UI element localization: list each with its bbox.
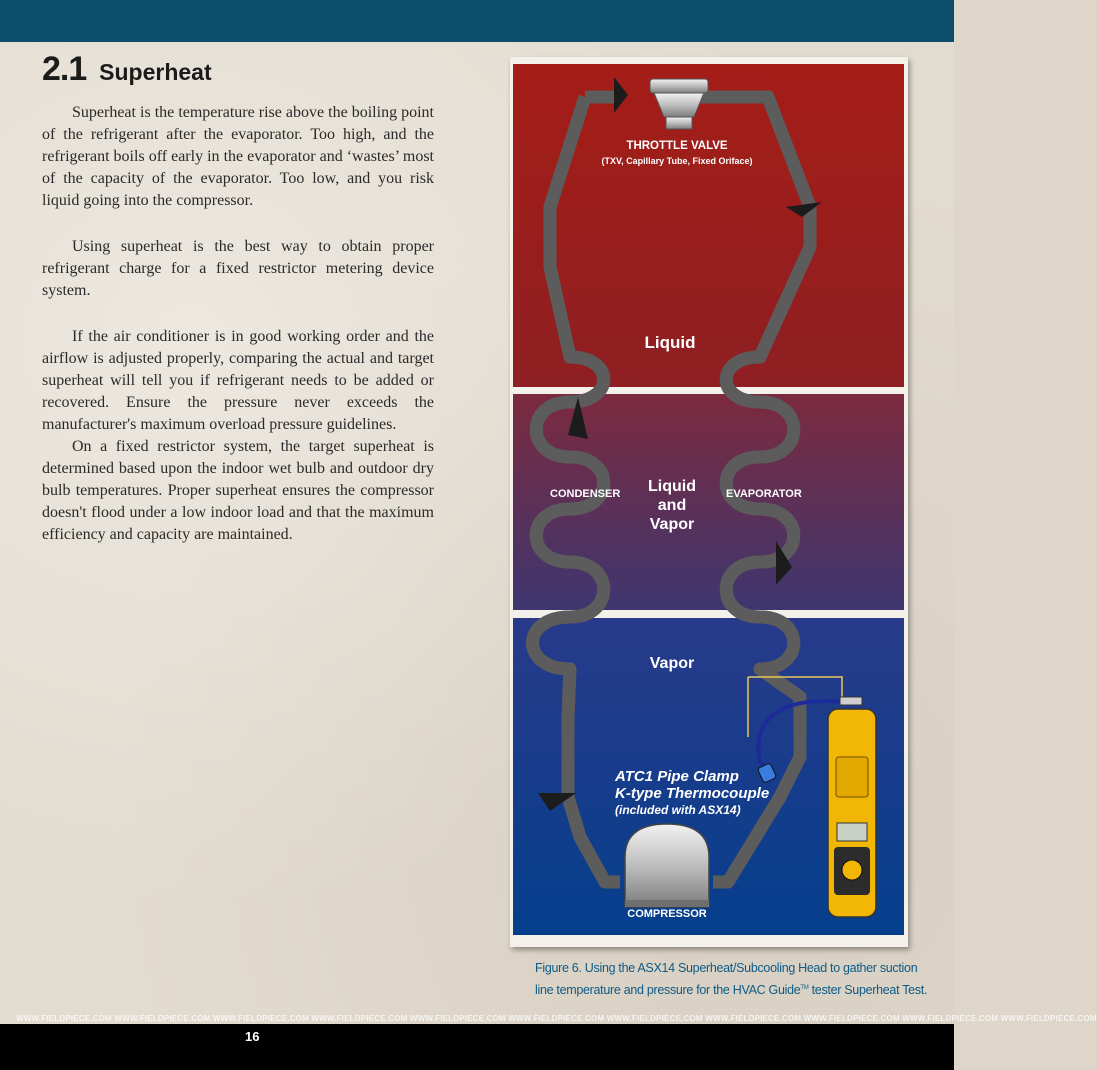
liquid-vapor-label-line3: Vapor bbox=[649, 516, 695, 533]
paragraph: On a fixed restrictor system, the target superheat is determined based upon the indoor wet bulb and outdoor dry bulb temperatures. Proper superheat ensures the compressor doesn't flood under a low indoor load and that the maximum efficiency and capacity are maintained. bbox=[42, 438, 434, 543]
liquid-vapor-label-line1: Liquid bbox=[648, 478, 696, 495]
vapor-label: Vapor bbox=[649, 655, 695, 672]
evaporator-label: EVAPORATOR bbox=[726, 488, 802, 500]
header-bar bbox=[0, 0, 954, 42]
caption-text: Figure 6. Using the ASX14 Superheat/Subcooling Head to gather suction line temperature and pressure for the HVAC Guide bbox=[535, 961, 918, 998]
trademark-mark: TM bbox=[800, 985, 809, 991]
refrigeration-cycle-diagram bbox=[510, 57, 908, 947]
hvac-guide-meter-icon bbox=[828, 709, 876, 917]
page-number: 16 bbox=[245, 1029, 260, 1044]
footer-bar bbox=[0, 1024, 954, 1070]
compressor-label: COMPRESSOR bbox=[627, 908, 707, 920]
refrigeration-cycle-figure bbox=[510, 57, 908, 947]
website-watermark: WWW.FIELDPIECE.COM WWW.FIELDPIECE.COM WWW.FIELDPIECE.COM WWW.FIELDPIECE.COM WWW.FIELDPIECE.COM WWW.FIELDPIECE.COM WWW.FIELDPIECE.COM WWW.FIELDPIECE.COM WWW.FIELDPIECE.COM WWW.FIELDPIECE.COM WWW.FIELDPIECE.COM bbox=[16, 1014, 1097, 1023]
figure-caption bbox=[535, 958, 935, 1000]
compressor-icon bbox=[625, 824, 709, 907]
section-title: Superheat bbox=[99, 59, 212, 85]
section-heading bbox=[42, 50, 212, 89]
condenser-label: CONDENSER bbox=[550, 488, 621, 500]
liquid-vapor-label-line2: and bbox=[657, 497, 687, 514]
paragraph: If the air conditioner is in good working order and the airflow is adjusted properly, comparing the actual and target superheat will tell you if refrigerant needs to be added or recovered. Ensure the pressure never exceeds the manufacturer's maximum overload pressure guidelines. bbox=[42, 328, 434, 433]
manifold-fitting-icon bbox=[840, 697, 862, 705]
clamp-label-line2: K-type Thermocouple bbox=[615, 785, 770, 802]
body-text bbox=[42, 102, 434, 570]
paragraph: Superheat is the temperature rise above the boiling point of the refrigerant after the evaporator. Too high, and the refrigerant boils off early in the evaporator and ‘wastes’ most of the capacity of the evaporator. Too low, and you risk liquid going into the compressor. bbox=[42, 104, 434, 209]
paragraph: Using superheat is the best way to obtain proper refrigerant charge for a fixed restrictor metering device system. bbox=[42, 238, 434, 299]
liquid-label: Liquid bbox=[644, 333, 696, 352]
clamp-label-line1: ATC1 Pipe Clamp bbox=[615, 768, 739, 785]
throttle-valve-label: THROTTLE VALVE bbox=[626, 140, 728, 152]
clamp-label-line3: (included with ASX14) bbox=[615, 803, 741, 817]
section-number: 2.1 bbox=[42, 50, 87, 88]
throttle-valve-sublabel: (TXV, Capillary Tube, Fixed Oriface) bbox=[601, 156, 753, 166]
caption-text-end: tester Superheat Test. bbox=[808, 983, 928, 998]
